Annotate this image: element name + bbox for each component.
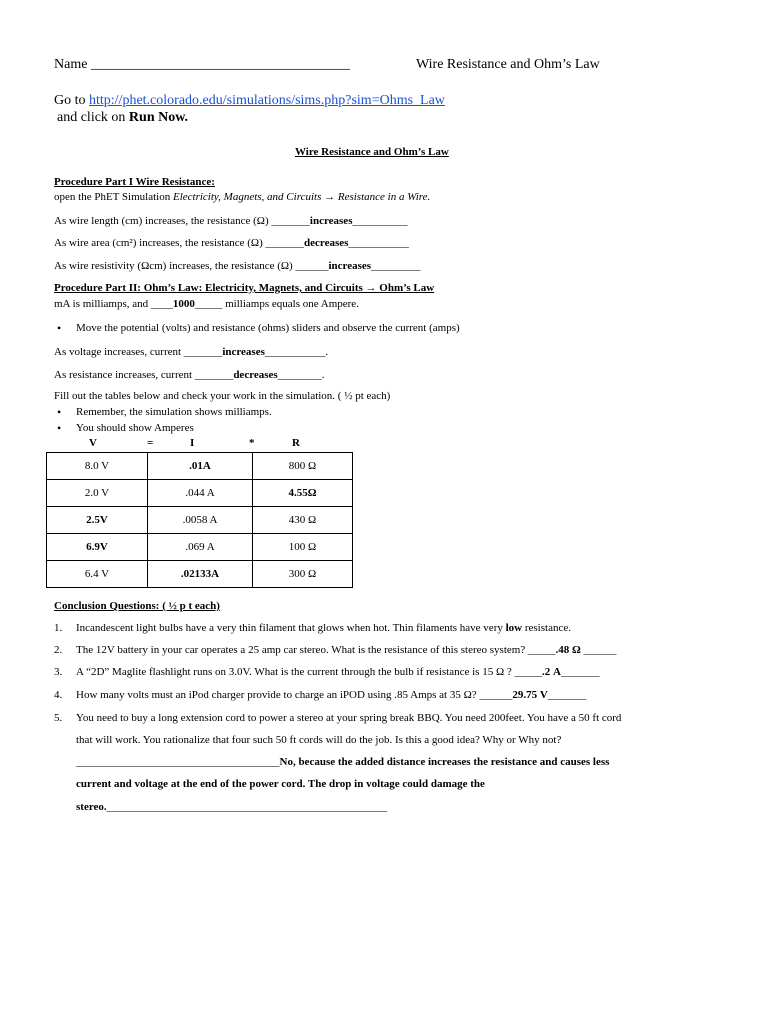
q2-number: 2.	[54, 644, 63, 656]
line-tail: ___________	[348, 237, 409, 249]
header-r: R	[292, 437, 300, 449]
q5-number: 5.	[54, 712, 63, 724]
subtitle: Wire Resistance and Ohm’s Law	[295, 146, 449, 158]
q3-tail: _______	[560, 666, 600, 678]
q2-tail: ______	[580, 644, 617, 656]
header-v: V	[89, 437, 97, 449]
table-row	[47, 453, 353, 480]
q4-text: How many volts must an iPod charger provide to charge an iPOD using .85 Amps at 35 Ω? ______	[76, 689, 513, 701]
sliders-bullet: Move the potential (volts) and resistance (ohms) sliders and observe the current (amps)	[76, 322, 460, 334]
table-cell-v: 2.0 V	[47, 480, 148, 507]
voltage-answer: increases	[222, 346, 265, 358]
table-cell-v: 2.5V	[47, 507, 148, 534]
question-4	[76, 689, 586, 701]
table-cell-v: 8.0 V	[47, 453, 148, 480]
run-now-line	[57, 110, 188, 126]
q5-answer-line-3	[76, 801, 387, 813]
table-cell-v: 6.9V	[47, 534, 148, 561]
q5-answer-1: No, because the added distance increases the resistance and causes less	[279, 756, 610, 768]
voltage-prefix: As voltage increases, current _______	[54, 346, 223, 358]
q1-answer: low	[505, 622, 523, 634]
resistance-tail: ________.	[277, 369, 325, 381]
table-cell-i: .02133A	[148, 561, 253, 588]
ma-answer: 1000	[172, 298, 195, 310]
ohms-law-table	[46, 452, 353, 588]
milliamps-bullet: Remember, the simulation shows milliamps.	[76, 406, 272, 418]
ma-suffix: _____ milliamps equals one Ampere.	[194, 298, 359, 310]
resistance-prefix: As resistance increases, current _______	[54, 369, 234, 381]
question-5-line-1: You need to buy a long extension cord to power a stereo at your spring break BBQ. You need 200feet. You have a 50 ft cord	[76, 712, 622, 724]
name-label: Name	[54, 57, 88, 72]
table-cell-v: 6.4 V	[47, 561, 148, 588]
phet-link[interactable]: http://phet.colorado.edu/simulations/sims.php?sim=Ohms_Law	[89, 93, 445, 108]
table-row	[47, 480, 353, 507]
resistance-line	[54, 369, 324, 381]
bullet-dot: •	[57, 321, 62, 335]
table-cell-r: 800 Ω	[253, 453, 353, 480]
part1-line-2	[54, 237, 409, 249]
ma-prefix: mA is milliamps, and ____	[54, 298, 173, 310]
q3-text: A “2D” Maglite flashlight runs on 3.0V. What is the current through the bulb if resistance is 15 Ω ? _____	[76, 666, 543, 678]
line-text: As wire length (cm) increases, the resistance (Ω) _______	[54, 215, 310, 227]
table-cell-r: 100 Ω	[253, 534, 353, 561]
header-equals: =	[147, 437, 154, 449]
q5-answer-line-1	[76, 756, 609, 768]
q5-tail: ___________________________________________________	[106, 801, 388, 813]
q5-blank: _____________________________________	[76, 756, 280, 768]
table-cell-r: 4.55Ω	[253, 480, 353, 507]
amperes-bullet: You should show Amperes	[76, 422, 194, 434]
q3-answer: .2 A	[542, 666, 561, 678]
name-blank: _____________________________________	[90, 57, 350, 72]
table-cell-r: 430 Ω	[253, 507, 353, 534]
voltage-line	[54, 346, 328, 358]
q4-answer: 29.75 V	[512, 689, 548, 701]
table-row	[47, 534, 353, 561]
part1-open-line	[54, 191, 430, 203]
open-prefix: open the PhET Simulation	[54, 191, 173, 203]
line-answer: increases	[309, 215, 353, 227]
line-tail: _________	[371, 260, 421, 272]
click-prefix: and click on	[57, 110, 129, 125]
part1-heading: Procedure Part I Wire Resistance:	[54, 176, 215, 188]
q4-tail: _______	[547, 689, 587, 701]
question-3	[76, 666, 599, 678]
q2-text: The 12V battery in your car operates a 25 amp car stereo. What is the resistance of this stereo system? _____	[76, 644, 556, 656]
table-row	[47, 561, 353, 588]
line-text: As wire area (cm²) increases, the resistance (Ω) _______	[54, 237, 305, 249]
bullet-dot: •	[57, 421, 62, 435]
table-cell-i: .01A	[148, 453, 253, 480]
name-line	[54, 57, 350, 73]
table-row	[47, 507, 353, 534]
table-cell-i: .044 A	[148, 480, 253, 507]
header-times: *	[249, 437, 255, 449]
header-i: I	[190, 437, 195, 449]
q5-answer-3: stereo.	[76, 801, 107, 813]
fill-instructions: Fill out the tables below and check your work in the simulation. ( ½ pt each)	[54, 390, 391, 402]
goto-line	[54, 93, 445, 109]
line-tail: __________	[352, 215, 408, 227]
milliamps-line	[54, 298, 359, 310]
conclusion-heading: Conclusion Questions: ( ½ p t each)	[54, 600, 220, 612]
voltage-tail: ___________.	[264, 346, 329, 358]
part1-line-1	[54, 215, 407, 227]
part2-heading: Procedure Part II: Ohm’s Law: Electricity, Magnets, and Circuits → Ohm’s Law	[54, 282, 435, 294]
document-title: Wire Resistance and Ohm’s Law	[416, 57, 600, 72]
run-now-text: Run Now.	[128, 110, 189, 125]
q5-answer-line-2: current and voltage at the end of the power cord. The drop in voltage could damage the	[76, 778, 485, 790]
q1-number: 1.	[54, 622, 63, 634]
table-cell-i: .069 A	[148, 534, 253, 561]
goto-label: Go to	[54, 93, 86, 108]
table-cell-r: 300 Ω	[253, 561, 353, 588]
table-cell-i: .0058 A	[148, 507, 253, 534]
line-text: As wire resistivity (Ωcm) increases, the resistance (Ω) ______	[54, 260, 329, 272]
q4-number: 4.	[54, 689, 63, 701]
part1-line-3	[54, 260, 421, 272]
resistance-answer: decreases	[233, 369, 278, 381]
q2-answer: .48 Ω	[555, 644, 581, 656]
question-5-line-2: that will work. You rationalize that four such 50 ft cords will do the job. Is this a good idea? Why or Why not?	[76, 734, 562, 746]
q1-tail: resistance.	[522, 622, 571, 634]
q3-number: 3.	[54, 666, 63, 678]
q1-text: Incandescent light bulbs have a very thin filament that glows when hot. Thin filaments have very	[76, 622, 506, 634]
question-2	[76, 644, 617, 656]
sim-path: Electricity, Magnets, and Circuits → Resistance in a Wire.	[172, 191, 431, 203]
question-1	[76, 622, 571, 634]
line-answer: increases	[328, 260, 372, 272]
bullet-dot: •	[57, 405, 62, 419]
line-answer: decreases	[304, 237, 349, 249]
